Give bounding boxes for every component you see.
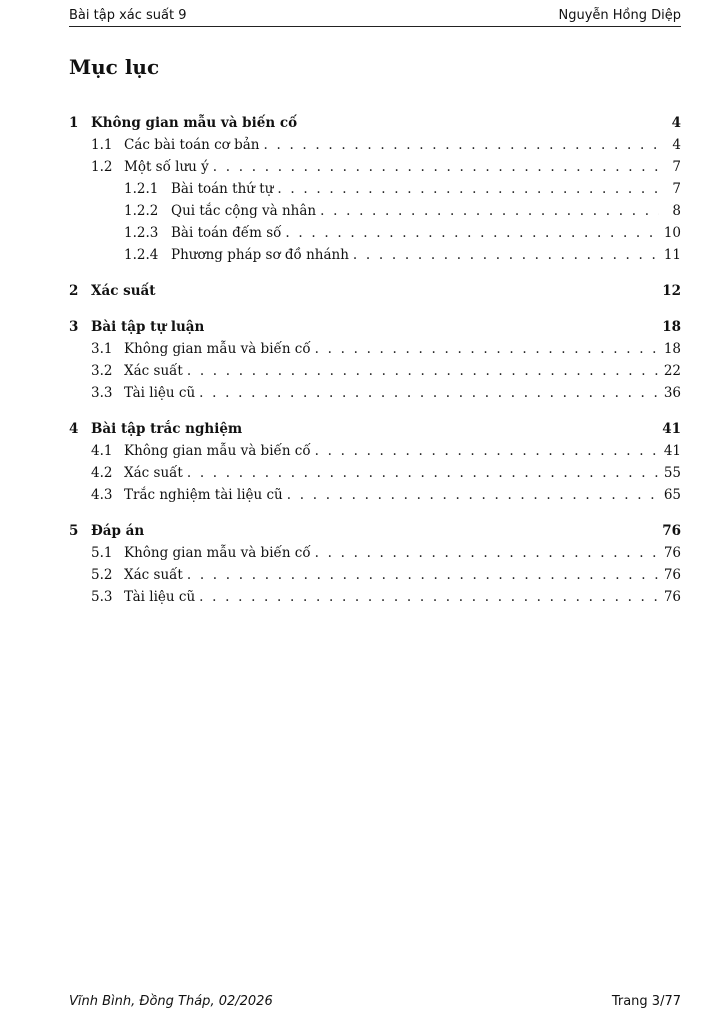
toc-dot-leader bbox=[187, 462, 659, 484]
toc-entry-number: 1 bbox=[69, 115, 79, 131]
toc-entry-number: 4 bbox=[69, 421, 79, 437]
toc-entry-number: 2 bbox=[69, 283, 79, 299]
toc-entry-page: 4 bbox=[671, 115, 681, 131]
toc-entry-title: Bài tập tự luận bbox=[91, 319, 205, 335]
toc-subsection-entry[interactable] bbox=[69, 244, 681, 266]
toc-dot-leader bbox=[199, 586, 659, 608]
toc-entry-page: 76 bbox=[663, 545, 681, 561]
toc-chapter-entry[interactable] bbox=[69, 520, 681, 542]
toc-dot-leader bbox=[213, 156, 659, 178]
toc-entry-number: 5.1 bbox=[91, 545, 113, 561]
toc-entry-page: 36 bbox=[663, 385, 681, 401]
page-footer bbox=[69, 994, 681, 1009]
toc-entry-page: 65 bbox=[663, 487, 681, 503]
toc-entry-title: Không gian mẫu và biến cố bbox=[124, 341, 311, 357]
toc-section-entry[interactable] bbox=[69, 542, 681, 564]
toc-entry-number: 1.2.2 bbox=[124, 203, 159, 219]
footer-place-date: Vĩnh Bình, Đồng Tháp, 02/2026 bbox=[69, 994, 273, 1009]
toc-entry-number: 4.1 bbox=[91, 443, 113, 459]
toc-entry-number: 1.2.4 bbox=[124, 247, 159, 263]
toc-entry-number: 5 bbox=[69, 523, 79, 539]
toc-dot-leader bbox=[199, 382, 659, 404]
toc-section-entry[interactable] bbox=[69, 338, 681, 360]
toc-section-entry[interactable] bbox=[69, 462, 681, 484]
toc-entry-title: Tài liệu cũ bbox=[124, 385, 196, 401]
toc-section-entry[interactable] bbox=[69, 134, 681, 156]
toc-entry-number: 4.2 bbox=[91, 465, 113, 481]
toc-entry-page: 76 bbox=[662, 523, 681, 539]
toc-chapter-entry[interactable] bbox=[69, 112, 681, 134]
toc-entry-number: 1.1 bbox=[91, 137, 113, 153]
header-doc-title: Bài tập xác suất 9 bbox=[69, 8, 187, 23]
toc-dot-leader bbox=[287, 484, 659, 506]
toc-entry-page: 10 bbox=[663, 225, 681, 241]
toc-dot-leader bbox=[315, 542, 659, 564]
toc-chapter-entry[interactable] bbox=[69, 418, 681, 440]
toc-dot-leader bbox=[320, 200, 659, 222]
toc-entry-title: Bài toán đếm số bbox=[171, 225, 282, 241]
toc-heading: Mục lục bbox=[69, 55, 160, 79]
toc-entry-page: 7 bbox=[672, 159, 681, 175]
toc-entry-number: 1.2.3 bbox=[124, 225, 159, 241]
toc-entry-title: Bài tập trắc nghiệm bbox=[91, 421, 243, 437]
toc-entry-title: Qui tắc cộng và nhân bbox=[171, 203, 317, 219]
toc-entry-number: 3.1 bbox=[91, 341, 113, 357]
toc-section-entry[interactable] bbox=[69, 484, 681, 506]
toc-dot-leader bbox=[285, 222, 659, 244]
toc-entry-page: 76 bbox=[663, 567, 681, 583]
toc-dot-leader bbox=[315, 338, 659, 360]
toc-dot-leader bbox=[353, 244, 659, 266]
toc-entry-page: 8 bbox=[672, 203, 681, 219]
toc-subsection-entry[interactable] bbox=[69, 200, 681, 222]
toc-entry-number: 5.2 bbox=[91, 567, 113, 583]
toc-entry-title: Không gian mẫu và biến cố bbox=[124, 545, 311, 561]
toc-subsection-entry[interactable] bbox=[69, 178, 681, 200]
toc-section-entry[interactable] bbox=[69, 156, 681, 178]
toc-entry-number: 3.2 bbox=[91, 363, 113, 379]
toc-entry-title: Đáp án bbox=[91, 523, 145, 539]
toc-chapter-entry[interactable] bbox=[69, 316, 681, 338]
toc-entry-title: Xác suất bbox=[124, 567, 183, 583]
toc-section-entry[interactable] bbox=[69, 382, 681, 404]
toc-section-entry[interactable] bbox=[69, 440, 681, 462]
toc-entry-page: 55 bbox=[663, 465, 681, 481]
page-header bbox=[69, 8, 681, 27]
toc-entry-title: Tài liệu cũ bbox=[124, 589, 196, 605]
toc-dot-leader bbox=[315, 440, 659, 462]
toc-entry-title: Trắc nghiệm tài liệu cũ bbox=[124, 487, 283, 503]
toc-entry-page: 12 bbox=[662, 283, 681, 299]
toc-entry-page: 7 bbox=[672, 181, 681, 197]
toc-entry-title: Một số lưu ý bbox=[124, 159, 209, 175]
toc-dot-leader bbox=[277, 178, 659, 200]
toc-section-entry[interactable] bbox=[69, 564, 681, 586]
toc-subsection-entry[interactable] bbox=[69, 222, 681, 244]
toc-entry-title: Phương pháp sơ đồ nhánh bbox=[171, 247, 349, 263]
toc-entry-page: 18 bbox=[662, 319, 681, 335]
toc-entry-number: 4.3 bbox=[91, 487, 113, 503]
toc-dot-leader bbox=[187, 564, 659, 586]
toc-entry-page: 76 bbox=[663, 589, 681, 605]
toc-dot-leader bbox=[187, 360, 659, 382]
toc-entry-page: 41 bbox=[662, 421, 681, 437]
toc-chapter-entry[interactable] bbox=[69, 280, 681, 302]
header-author: Nguyễn Hồng Diệp bbox=[558, 8, 681, 23]
toc-entry-number: 5.3 bbox=[91, 589, 113, 605]
toc-entry-title: Không gian mẫu và biến cố bbox=[124, 443, 311, 459]
footer-page-number: Trang 3/77 bbox=[611, 994, 681, 1009]
toc-entry-title: Xác suất bbox=[124, 363, 183, 379]
toc-entry-page: 11 bbox=[663, 247, 681, 263]
toc-entry-number: 3.3 bbox=[91, 385, 113, 401]
toc-entry-page: 4 bbox=[672, 137, 681, 153]
toc-dot-leader bbox=[263, 134, 659, 156]
toc-entry-title: Xác suất bbox=[91, 283, 156, 299]
toc-entry-number: 1.2 bbox=[91, 159, 113, 175]
toc-section-entry[interactable] bbox=[69, 586, 681, 608]
toc-entry-title: Bài toán thứ tự bbox=[171, 181, 274, 197]
toc-entry-page: 41 bbox=[663, 443, 681, 459]
toc-entry-number: 3 bbox=[69, 319, 79, 335]
toc-section-entry[interactable] bbox=[69, 360, 681, 382]
toc-entry-page: 22 bbox=[663, 363, 681, 379]
toc-entry-page: 18 bbox=[663, 341, 681, 357]
toc-entry-number: 1.2.1 bbox=[124, 181, 159, 197]
toc-entry-title: Không gian mẫu và biến cố bbox=[91, 115, 298, 131]
toc-entry-title: Các bài toán cơ bản bbox=[124, 137, 260, 153]
toc-entry-title: Xác suất bbox=[124, 465, 183, 481]
